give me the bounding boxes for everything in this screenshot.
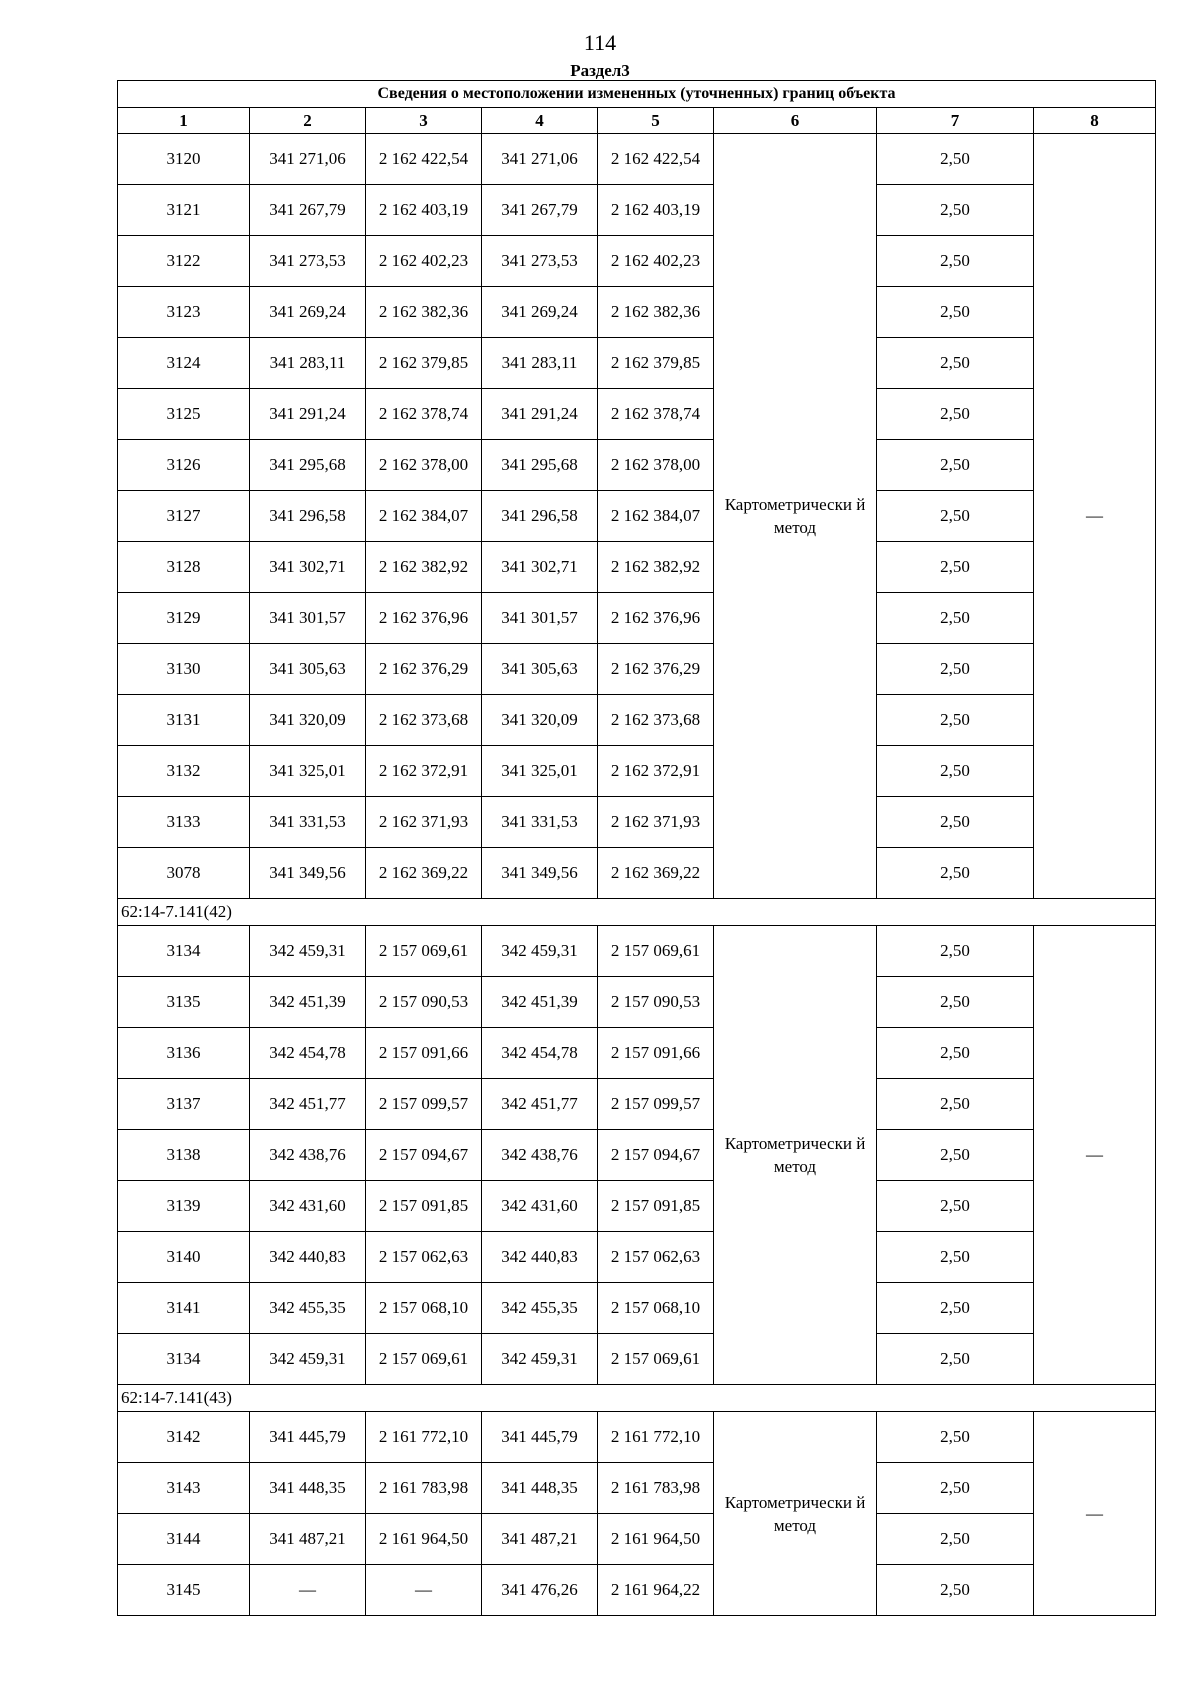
x-new-cell: 342 459,31 [482, 926, 598, 977]
y-old-cell: 2 157 069,61 [366, 926, 482, 977]
point-number-cell: 3134 [118, 926, 250, 977]
point-number-cell: 3143 [118, 1463, 250, 1514]
y-old-cell: 2 162 384,07 [366, 491, 482, 542]
y-new-cell: 2 162 378,00 [598, 440, 714, 491]
point-number-cell: 3136 [118, 1028, 250, 1079]
y-new-cell: 2 162 382,36 [598, 287, 714, 338]
x-new-cell: 341 273,53 [482, 236, 598, 287]
y-old-cell: 2 157 091,66 [366, 1028, 482, 1079]
x-old-cell: 341 291,24 [250, 389, 366, 440]
accuracy-cell: 2,50 [877, 926, 1034, 977]
y-new-cell: 2 157 069,61 [598, 1334, 714, 1385]
x-new-cell: 342 451,77 [482, 1079, 598, 1130]
y-new-cell: 2 161 783,98 [598, 1463, 714, 1514]
y-new-cell: 2 157 094,67 [598, 1130, 714, 1181]
x-old-cell: 341 305,63 [250, 644, 366, 695]
x-new-cell: 341 267,79 [482, 185, 598, 236]
table-row [118, 1028, 1156, 1079]
accuracy-cell: 2,50 [877, 644, 1034, 695]
y-new-cell: 2 162 378,74 [598, 389, 714, 440]
method-cell: Картометрически й метод [714, 1412, 877, 1616]
y-old-cell: 2 161 783,98 [366, 1463, 482, 1514]
x-old-cell: 341 301,57 [250, 593, 366, 644]
accuracy-cell: 2,50 [877, 1181, 1034, 1232]
y-old-cell: 2 161 964,50 [366, 1514, 482, 1565]
y-old-cell: 2 162 402,23 [366, 236, 482, 287]
y-new-cell: 2 157 091,66 [598, 1028, 714, 1079]
y-new-cell: 2 162 382,92 [598, 542, 714, 593]
x-old-cell: 342 438,76 [250, 1130, 366, 1181]
y-new-cell: 2 157 062,63 [598, 1232, 714, 1283]
section-title: Раздел3 [570, 61, 630, 80]
accuracy-cell: 2,50 [877, 542, 1034, 593]
table-row [118, 134, 1156, 185]
point-number-cell: 3131 [118, 695, 250, 746]
accuracy-cell: 2,50 [877, 1130, 1034, 1181]
accuracy-cell: 2,50 [877, 1232, 1034, 1283]
accuracy-cell: 2,50 [877, 797, 1034, 848]
point-number-cell: 3135 [118, 977, 250, 1028]
point-number-cell: 3132 [118, 746, 250, 797]
y-new-cell: 2 162 403,19 [598, 185, 714, 236]
x-old-cell: 342 459,31 [250, 1334, 366, 1385]
y-new-cell: 2 162 372,91 [598, 746, 714, 797]
table-row [118, 1181, 1156, 1232]
accuracy-cell: 2,50 [877, 593, 1034, 644]
x-new-cell: 341 331,53 [482, 797, 598, 848]
y-old-cell: 2 162 379,85 [366, 338, 482, 389]
note-cell: — [1034, 926, 1156, 1385]
x-old-cell: — [250, 1565, 366, 1616]
point-number-cell: 3123 [118, 287, 250, 338]
y-old-cell: 2 157 099,57 [366, 1079, 482, 1130]
accuracy-cell: 2,50 [877, 1028, 1034, 1079]
y-old-cell: 2 162 369,22 [366, 848, 482, 899]
y-old-cell: 2 161 772,10 [366, 1412, 482, 1463]
column-number: 7 [877, 108, 1034, 134]
y-new-cell: 2 161 964,50 [598, 1514, 714, 1565]
x-new-cell: 341 448,35 [482, 1463, 598, 1514]
table-row [118, 746, 1156, 797]
accuracy-cell: 2,50 [877, 134, 1034, 185]
accuracy-cell: 2,50 [877, 389, 1034, 440]
column-number: 4 [482, 108, 598, 134]
x-new-cell: 341 269,24 [482, 287, 598, 338]
accuracy-cell: 2,50 [877, 1514, 1034, 1565]
x-new-cell: 341 445,79 [482, 1412, 598, 1463]
x-old-cell: 341 283,11 [250, 338, 366, 389]
point-number-cell: 3127 [118, 491, 250, 542]
y-old-cell: 2 162 376,29 [366, 644, 482, 695]
y-new-cell: 2 157 091,85 [598, 1181, 714, 1232]
point-number-cell: 3144 [118, 1514, 250, 1565]
accuracy-cell: 2,50 [877, 1079, 1034, 1130]
y-old-cell: 2 162 372,91 [366, 746, 482, 797]
point-number-cell: 3134 [118, 1334, 250, 1385]
y-old-cell: 2 162 382,92 [366, 542, 482, 593]
group-label: 62:14-7.141(43) [118, 1385, 1156, 1412]
accuracy-cell: 2,50 [877, 1334, 1034, 1385]
x-old-cell: 342 454,78 [250, 1028, 366, 1079]
accuracy-cell: 2,50 [877, 440, 1034, 491]
x-old-cell: 341 320,09 [250, 695, 366, 746]
accuracy-cell: 2,50 [877, 1463, 1034, 1514]
group-label-row [118, 1385, 1156, 1412]
point-number-cell: 3121 [118, 185, 250, 236]
accuracy-cell: 2,50 [877, 185, 1034, 236]
column-number: 3 [366, 108, 482, 134]
page-number: 114 [583, 30, 617, 55]
point-number-cell: 3078 [118, 848, 250, 899]
y-old-cell: 2 157 094,67 [366, 1130, 482, 1181]
y-old-cell: 2 162 371,93 [366, 797, 482, 848]
table-row [118, 848, 1156, 899]
point-number-cell: 3145 [118, 1565, 250, 1616]
y-new-cell: 2 162 384,07 [598, 491, 714, 542]
column-number: 1 [118, 108, 250, 134]
y-new-cell: 2 161 772,10 [598, 1412, 714, 1463]
accuracy-cell: 2,50 [877, 695, 1034, 746]
table-row [118, 542, 1156, 593]
x-new-cell: 342 459,31 [482, 1334, 598, 1385]
method-cell: Картометрически й метод [714, 926, 877, 1385]
y-new-cell: 2 162 402,23 [598, 236, 714, 287]
table-row [118, 977, 1156, 1028]
table-row [118, 491, 1156, 542]
x-new-cell: 341 302,71 [482, 542, 598, 593]
y-old-cell: 2 157 090,53 [366, 977, 482, 1028]
y-old-cell: — [366, 1565, 482, 1616]
note-cell: — [1034, 134, 1156, 899]
point-number-cell: 3133 [118, 797, 250, 848]
x-old-cell: 341 296,58 [250, 491, 366, 542]
x-new-cell: 341 320,09 [482, 695, 598, 746]
table-row [118, 593, 1156, 644]
table-row [118, 926, 1156, 977]
accuracy-cell: 2,50 [877, 1412, 1034, 1463]
table-row [118, 389, 1156, 440]
x-old-cell: 342 459,31 [250, 926, 366, 977]
x-new-cell: 342 438,76 [482, 1130, 598, 1181]
x-new-cell: 341 283,11 [482, 338, 598, 389]
x-old-cell: 341 331,53 [250, 797, 366, 848]
column-number: 5 [598, 108, 714, 134]
point-number-cell: 3124 [118, 338, 250, 389]
table-row [118, 1130, 1156, 1181]
point-number-cell: 3142 [118, 1412, 250, 1463]
table-row [118, 797, 1156, 848]
accuracy-cell: 2,50 [877, 1283, 1034, 1334]
point-number-cell: 3138 [118, 1130, 250, 1181]
y-old-cell: 2 162 382,36 [366, 287, 482, 338]
y-old-cell: 2 157 069,61 [366, 1334, 482, 1385]
x-old-cell: 341 295,68 [250, 440, 366, 491]
point-number-cell: 3122 [118, 236, 250, 287]
column-number: 2 [250, 108, 366, 134]
accuracy-cell: 2,50 [877, 236, 1034, 287]
column-number: 6 [714, 108, 877, 134]
x-old-cell: 342 431,60 [250, 1181, 366, 1232]
group-label: 62:14-7.141(42) [118, 899, 1156, 926]
x-new-cell: 342 451,39 [482, 977, 598, 1028]
y-old-cell: 2 162 373,68 [366, 695, 482, 746]
x-new-cell: 342 455,35 [482, 1283, 598, 1334]
y-new-cell: 2 161 964,22 [598, 1565, 714, 1616]
point-number-cell: 3130 [118, 644, 250, 695]
accuracy-cell: 2,50 [877, 977, 1034, 1028]
accuracy-cell: 2,50 [877, 746, 1034, 797]
accuracy-cell: 2,50 [877, 1565, 1034, 1616]
x-old-cell: 341 445,79 [250, 1412, 366, 1463]
x-new-cell: 341 291,24 [482, 389, 598, 440]
y-new-cell: 2 162 376,96 [598, 593, 714, 644]
x-new-cell: 342 440,83 [482, 1232, 598, 1283]
x-new-cell: 341 296,58 [482, 491, 598, 542]
y-new-cell: 2 162 379,85 [598, 338, 714, 389]
point-number-cell: 3120 [118, 134, 250, 185]
y-new-cell: 2 162 376,29 [598, 644, 714, 695]
x-old-cell: 341 271,06 [250, 134, 366, 185]
table-row [118, 287, 1156, 338]
point-number-cell: 3129 [118, 593, 250, 644]
x-old-cell: 341 448,35 [250, 1463, 366, 1514]
y-old-cell: 2 162 378,74 [366, 389, 482, 440]
accuracy-cell: 2,50 [877, 848, 1034, 899]
table-row [118, 1412, 1156, 1463]
x-new-cell: 341 325,01 [482, 746, 598, 797]
point-number-cell: 3128 [118, 542, 250, 593]
table-row [118, 185, 1156, 236]
table-row [118, 1565, 1156, 1616]
x-new-cell: 342 454,78 [482, 1028, 598, 1079]
table-row [118, 1232, 1156, 1283]
accuracy-cell: 2,50 [877, 287, 1034, 338]
y-new-cell: 2 162 422,54 [598, 134, 714, 185]
point-number-cell: 3141 [118, 1283, 250, 1334]
table-row [118, 1463, 1156, 1514]
x-old-cell: 341 325,01 [250, 746, 366, 797]
x-old-cell: 342 451,39 [250, 977, 366, 1028]
table-row [118, 695, 1156, 746]
y-new-cell: 2 162 373,68 [598, 695, 714, 746]
y-old-cell: 2 162 422,54 [366, 134, 482, 185]
table-row [118, 1283, 1156, 1334]
x-new-cell: 341 271,06 [482, 134, 598, 185]
x-old-cell: 342 455,35 [250, 1283, 366, 1334]
x-new-cell: 342 431,60 [482, 1181, 598, 1232]
x-new-cell: 341 487,21 [482, 1514, 598, 1565]
coordinates-table [117, 80, 1156, 1616]
x-old-cell: 341 273,53 [250, 236, 366, 287]
table-row [118, 440, 1156, 491]
y-new-cell: 2 157 090,53 [598, 977, 714, 1028]
column-number: 8 [1034, 108, 1156, 134]
point-number-cell: 3137 [118, 1079, 250, 1130]
x-new-cell: 341 295,68 [482, 440, 598, 491]
x-old-cell: 341 487,21 [250, 1514, 366, 1565]
y-new-cell: 2 157 068,10 [598, 1283, 714, 1334]
x-new-cell: 341 305,63 [482, 644, 598, 695]
x-old-cell: 341 302,71 [250, 542, 366, 593]
group-label-row [118, 899, 1156, 926]
x-old-cell: 342 440,83 [250, 1232, 366, 1283]
y-old-cell: 2 157 062,63 [366, 1232, 482, 1283]
method-cell: Картометрически й метод [714, 134, 877, 899]
point-number-cell: 3139 [118, 1181, 250, 1232]
accuracy-cell: 2,50 [877, 338, 1034, 389]
y-new-cell: 2 157 099,57 [598, 1079, 714, 1130]
point-number-cell: 3126 [118, 440, 250, 491]
y-old-cell: 2 157 091,85 [366, 1181, 482, 1232]
y-old-cell: 2 162 376,96 [366, 593, 482, 644]
table-row [118, 338, 1156, 389]
table-row [118, 1334, 1156, 1385]
x-old-cell: 341 269,24 [250, 287, 366, 338]
accuracy-cell: 2,50 [877, 491, 1034, 542]
x-old-cell: 341 349,56 [250, 848, 366, 899]
y-new-cell: 2 162 371,93 [598, 797, 714, 848]
table-row [118, 1514, 1156, 1565]
y-old-cell: 2 157 068,10 [366, 1283, 482, 1334]
x-old-cell: 342 451,77 [250, 1079, 366, 1130]
x-new-cell: 341 349,56 [482, 848, 598, 899]
table-row [118, 644, 1156, 695]
point-number-cell: 3125 [118, 389, 250, 440]
y-old-cell: 2 162 378,00 [366, 440, 482, 491]
table-row [118, 1079, 1156, 1130]
note-cell: — [1034, 1412, 1156, 1616]
table-row [118, 236, 1156, 287]
x-new-cell: 341 476,26 [482, 1565, 598, 1616]
x-new-cell: 341 301,57 [482, 593, 598, 644]
point-number-cell: 3140 [118, 1232, 250, 1283]
table-caption: Сведения о местоположении измененных (уточненных) границ объекта [118, 81, 1156, 108]
x-old-cell: 341 267,79 [250, 185, 366, 236]
y-new-cell: 2 157 069,61 [598, 926, 714, 977]
y-old-cell: 2 162 403,19 [366, 185, 482, 236]
y-new-cell: 2 162 369,22 [598, 848, 714, 899]
